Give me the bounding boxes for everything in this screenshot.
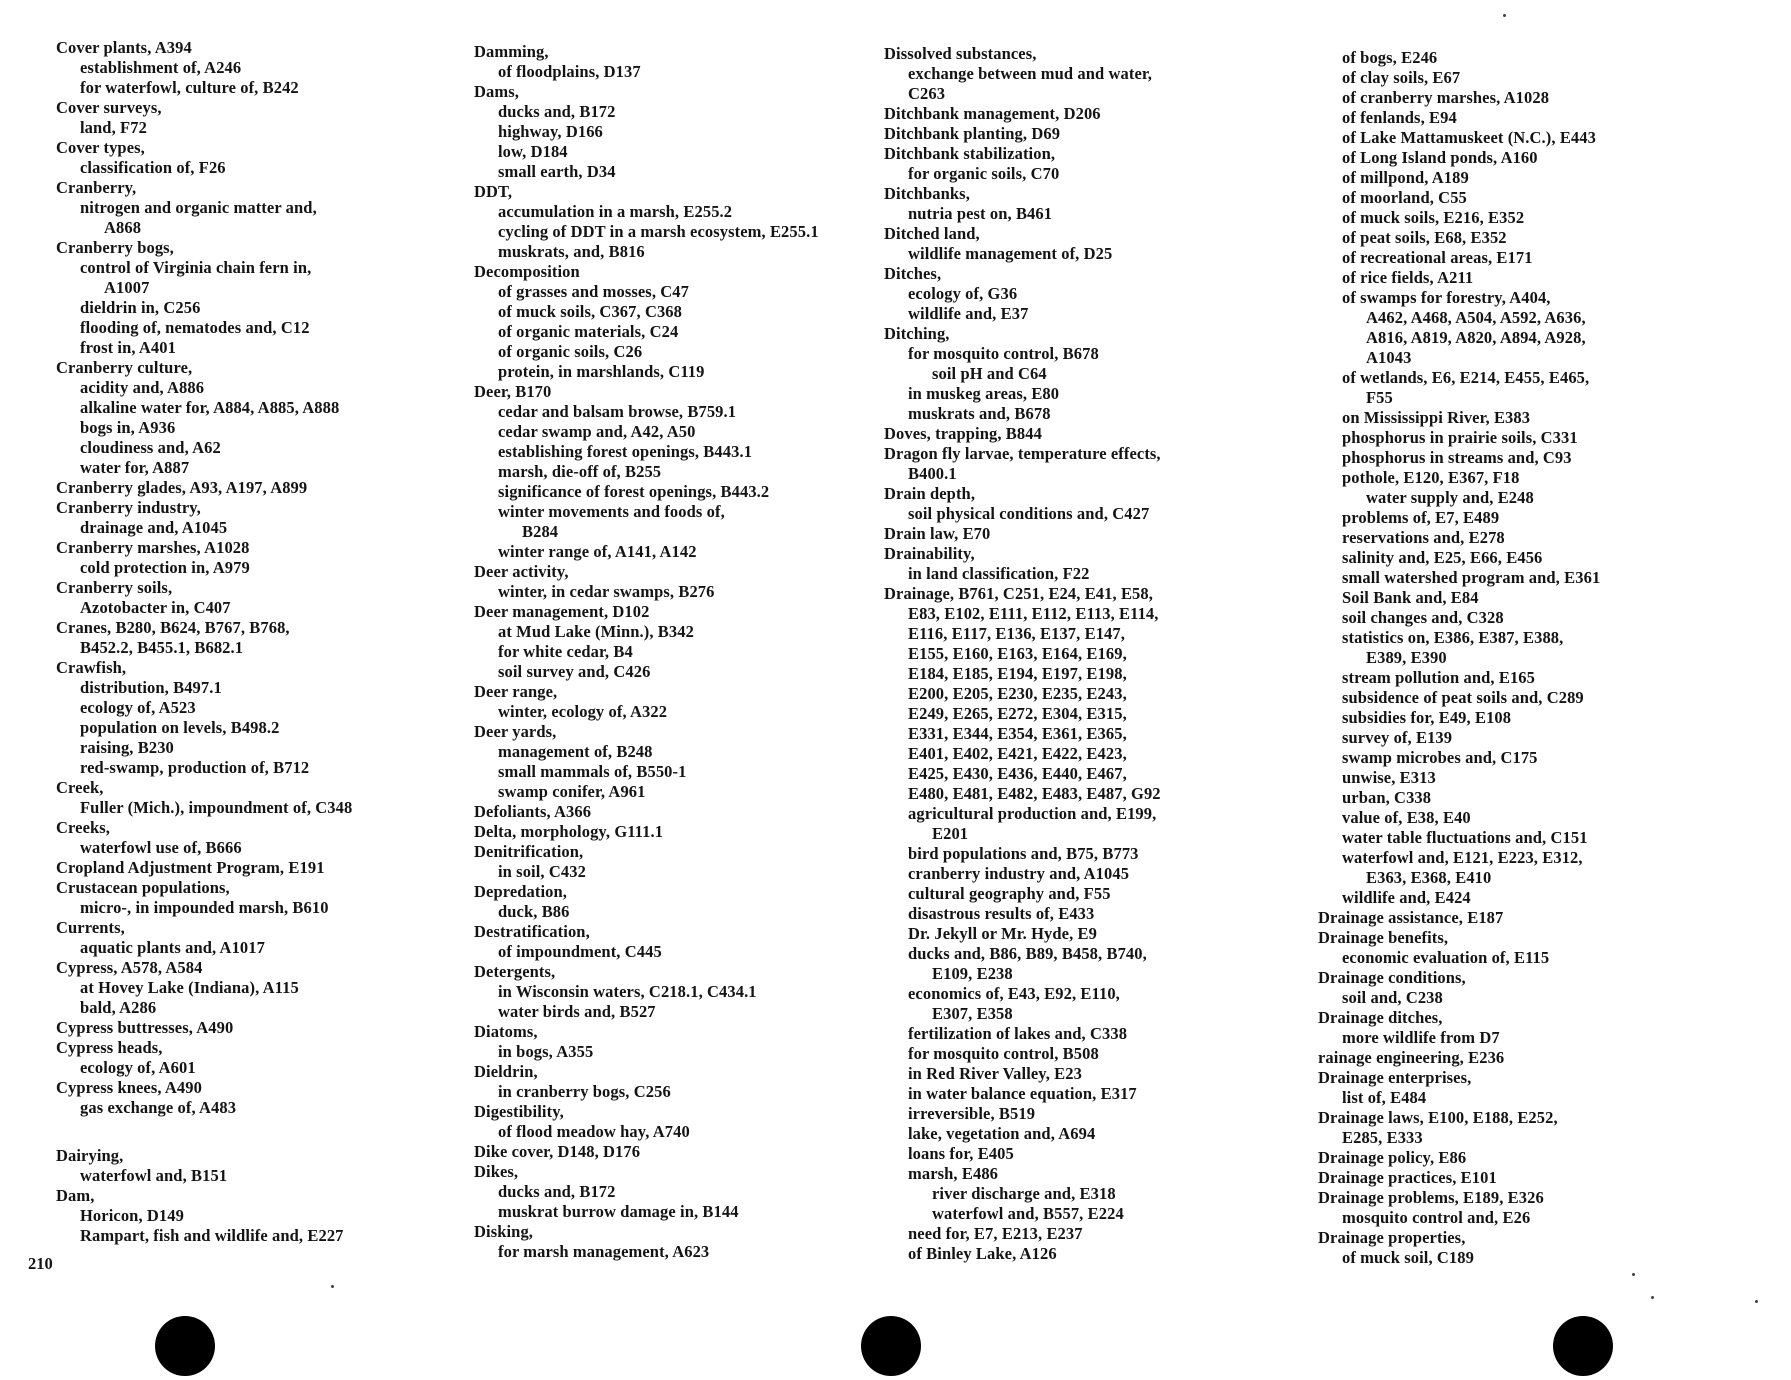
index-subentry: in land classification, F22 bbox=[908, 564, 1090, 583]
index-heading: Cranberry glades, A93, A197, A899 bbox=[56, 478, 308, 497]
index-subentry: E401, E402, E421, E422, E423, bbox=[908, 744, 1127, 763]
index-subentry: small watershed program and, E361 bbox=[1342, 568, 1601, 587]
index-heading: Drainability, bbox=[884, 544, 975, 563]
index-heading: Creek, bbox=[56, 778, 104, 797]
index-subentry: reservations and, E278 bbox=[1342, 528, 1505, 547]
index-subentry: need for, E7, E213, E237 bbox=[908, 1224, 1083, 1243]
index-subentry: of floodplains, D137 bbox=[498, 62, 641, 81]
index-subentry: winter, in cedar swamps, B276 bbox=[498, 582, 715, 601]
index-subentry: survey of, E139 bbox=[1342, 728, 1453, 747]
index-subentry: Rampart, fish and wildlife and, E227 bbox=[80, 1226, 344, 1245]
index-subentry: waterfowl use of, B666 bbox=[80, 838, 242, 857]
index-subentry: population on levels, B498.2 bbox=[80, 718, 280, 737]
index-subentry: soil survey and, C426 bbox=[498, 662, 651, 681]
index-subentry: ecology of, G36 bbox=[908, 284, 1018, 303]
index-subentry: of flood meadow hay, A740 bbox=[498, 1122, 690, 1141]
index-subentry: B284 bbox=[522, 522, 559, 541]
scan-speck bbox=[1632, 1273, 1635, 1276]
index-subentry: of muck soils, C367, C368 bbox=[498, 302, 683, 321]
index-subentry: for waterfowl, culture of, B242 bbox=[80, 78, 299, 97]
index-heading: Crawfish, bbox=[56, 658, 127, 677]
index-heading: Dragon fly larvae, temperature effects, bbox=[884, 444, 1161, 463]
index-subentry: problems of, E7, E489 bbox=[1342, 508, 1500, 527]
index-heading: Drain law, E70 bbox=[884, 524, 991, 543]
index-subentry: dieldrin in, C256 bbox=[80, 298, 201, 317]
index-subentry: alkaline water for, A884, A885, A888 bbox=[80, 398, 340, 417]
index-subentry: of muck soil, C189 bbox=[1342, 1248, 1474, 1267]
index-subentry: subsidies for, E49, E108 bbox=[1342, 708, 1512, 727]
index-subentry: nutria pest on, B461 bbox=[908, 204, 1053, 223]
index-heading: Cover plants, A394 bbox=[56, 38, 192, 57]
index-heading: Defoliants, A366 bbox=[474, 802, 592, 821]
index-heading: Deer yards, bbox=[474, 722, 557, 741]
index-subentry: acidity and, A886 bbox=[80, 378, 205, 397]
index-subentry: E200, E205, E230, E235, E243, bbox=[908, 684, 1127, 703]
index-subentry: of grasses and mosses, C47 bbox=[498, 282, 689, 301]
index-subentry: economic evaluation of, E115 bbox=[1342, 948, 1550, 967]
index-subentry: mosquito control and, E26 bbox=[1342, 1208, 1531, 1227]
index-subentry: A1043 bbox=[1366, 348, 1412, 367]
index-subentry: small mammals of, B550-1 bbox=[498, 762, 687, 781]
index-subentry: waterfowl and, E121, E223, E312, bbox=[1342, 848, 1583, 867]
index-subentry: swamp conifer, A961 bbox=[498, 782, 646, 801]
index-subentry: E285, E333 bbox=[1342, 1128, 1423, 1147]
index-subentry: raising, B230 bbox=[80, 738, 174, 757]
index-subentry: bald, A286 bbox=[80, 998, 157, 1017]
index-subentry: subsidence of peat soils and, C289 bbox=[1342, 688, 1584, 707]
index-heading: Creeks, bbox=[56, 818, 111, 837]
index-heading: DDT, bbox=[474, 182, 513, 201]
index-subentry: cloudiness and, A62 bbox=[80, 438, 221, 457]
index-heading: Deer, B170 bbox=[474, 382, 552, 401]
index-heading: Drainage ditches, bbox=[1318, 1008, 1443, 1027]
index-heading: Damming, bbox=[474, 42, 549, 61]
index-subentry: nitrogen and organic matter and, bbox=[80, 198, 317, 217]
index-subentry: more wildlife from D7 bbox=[1342, 1028, 1500, 1047]
index-subentry: of bogs, E246 bbox=[1342, 48, 1438, 67]
index-subentry: ducks and, B172 bbox=[498, 1182, 616, 1201]
index-heading: Disking, bbox=[474, 1222, 534, 1241]
index-subentry: of Binley Lake, A126 bbox=[908, 1244, 1057, 1263]
index-subentry: Horicon, D149 bbox=[80, 1206, 184, 1225]
scan-speck bbox=[1651, 1296, 1654, 1299]
index-subentry: frost in, A401 bbox=[80, 338, 176, 357]
index-heading: Dams, bbox=[474, 82, 519, 101]
index-subentry: in soil, C432 bbox=[498, 862, 586, 881]
index-heading: Drain depth, bbox=[884, 484, 976, 503]
index-subentry: B400.1 bbox=[908, 464, 957, 483]
index-subentry: E116, E117, E136, E137, E147, bbox=[908, 624, 1125, 643]
index-subentry: pothole, E120, E367, F18 bbox=[1342, 468, 1520, 487]
index-heading: rainage engineering, E236 bbox=[1318, 1048, 1505, 1067]
index-heading: Ditchbank stabilization, bbox=[884, 144, 1056, 163]
index-heading: Cranberry soils, bbox=[56, 578, 173, 597]
index-subentry: economics of, E43, E92, E110, bbox=[908, 984, 1120, 1003]
index-subentry: in Red River Valley, E23 bbox=[908, 1064, 1082, 1083]
index-subentry: in water balance equation, E317 bbox=[908, 1084, 1137, 1103]
index-subentry: wildlife and, E37 bbox=[908, 304, 1029, 323]
index-subentry: cedar and balsam browse, B759.1 bbox=[498, 402, 737, 421]
punch-hole bbox=[155, 1316, 215, 1376]
index-subentry: cold protection in, A979 bbox=[80, 558, 250, 577]
index-subentry: micro-, in impounded marsh, B610 bbox=[80, 898, 329, 917]
index-column-1 bbox=[56, 38, 456, 1246]
index-heading: Drainage practices, E101 bbox=[1318, 1168, 1497, 1187]
index-subentry: cedar swamp and, A42, A50 bbox=[498, 422, 696, 441]
index-subentry: phosphorus in streams and, C93 bbox=[1342, 448, 1572, 467]
index-subentry: salinity and, E25, E66, E456 bbox=[1342, 548, 1543, 567]
index-subentry: winter range of, A141, A142 bbox=[498, 542, 697, 561]
index-subentry: water supply and, E248 bbox=[1366, 488, 1534, 507]
index-subentry: E480, E481, E482, E483, E487, G92 bbox=[908, 784, 1161, 803]
index-subentry: E389, E390 bbox=[1366, 648, 1447, 667]
index-subentry: on Mississippi River, E383 bbox=[1342, 408, 1531, 427]
index-subentry: water table fluctuations and, C151 bbox=[1342, 828, 1588, 847]
index-heading: Depredation, bbox=[474, 882, 568, 901]
index-subentry: wildlife and, E424 bbox=[1342, 888, 1471, 907]
index-heading: Cypress knees, A490 bbox=[56, 1078, 202, 1097]
index-subentry: establishing forest openings, B443.1 bbox=[498, 442, 753, 461]
index-heading: Drainage properties, bbox=[1318, 1228, 1466, 1247]
index-subentry: Dr. Jekyll or Mr. Hyde, E9 bbox=[908, 924, 1097, 943]
index-heading: Detergents, bbox=[474, 962, 556, 981]
index-subentry: cultural geography and, F55 bbox=[908, 884, 1111, 903]
index-heading: Dam, bbox=[56, 1186, 95, 1205]
index-subentry: in bogs, A355 bbox=[498, 1042, 594, 1061]
index-subentry: flooding of, nematodes and, C12 bbox=[80, 318, 310, 337]
index-subentry: bogs in, A936 bbox=[80, 418, 176, 437]
index-subentry: waterfowl and, B557, E224 bbox=[932, 1204, 1124, 1223]
index-subentry: of peat soils, E68, E352 bbox=[1342, 228, 1507, 247]
index-subentry: Azotobacter in, C407 bbox=[80, 598, 231, 617]
index-column-2 bbox=[474, 42, 874, 1262]
index-heading: Ditched land, bbox=[884, 224, 980, 243]
index-subentry: E425, E430, E436, E440, E467, bbox=[908, 764, 1127, 783]
index-heading: Dikes, bbox=[474, 1162, 519, 1181]
index-subentry: E184, E185, E194, E197, E198, bbox=[908, 664, 1127, 683]
index-subentry: F55 bbox=[1366, 388, 1393, 407]
index-subentry: soil physical conditions and, C427 bbox=[908, 504, 1150, 523]
index-heading: Delta, morphology, G111.1 bbox=[474, 822, 664, 841]
index-subentry: drainage and, A1045 bbox=[80, 518, 228, 537]
index-subentry: exchange between mud and water, bbox=[908, 64, 1153, 83]
scan-speck bbox=[331, 1285, 334, 1288]
index-subentry: E109, E238 bbox=[932, 964, 1013, 983]
index-subentry: at Mud Lake (Minn.), B342 bbox=[498, 622, 694, 641]
index-subentry: of Lake Mattamuskeet (N.C.), E443 bbox=[1342, 128, 1596, 147]
index-subentry: of clay soils, E67 bbox=[1342, 68, 1461, 87]
index-subentry: distribution, B497.1 bbox=[80, 678, 222, 697]
index-subentry: water birds and, B527 bbox=[498, 1002, 656, 1021]
index-heading: Ditchbank management, D206 bbox=[884, 104, 1101, 123]
index-heading: Drainage policy, E86 bbox=[1318, 1148, 1467, 1167]
index-subentry: management of, B248 bbox=[498, 742, 653, 761]
index-subentry: in cranberry bogs, C256 bbox=[498, 1082, 671, 1101]
index-subentry: A462, A468, A504, A592, A636, bbox=[1366, 308, 1586, 327]
index-heading: Decomposition bbox=[474, 262, 580, 281]
index-heading: Cranberry, bbox=[56, 178, 137, 197]
index-subentry: control of Virginia chain fern in, bbox=[80, 258, 312, 277]
index-subentry: of fenlands, E94 bbox=[1342, 108, 1457, 127]
index-subentry: fertilization of lakes and, C338 bbox=[908, 1024, 1128, 1043]
index-subentry: phosphorus in prairie soils, C331 bbox=[1342, 428, 1578, 447]
index-subentry: protein, in marshlands, C119 bbox=[498, 362, 705, 381]
index-subentry: A868 bbox=[104, 218, 142, 237]
index-subentry: of organic soils, C26 bbox=[498, 342, 643, 361]
index-subentry: winter, ecology of, A322 bbox=[498, 702, 668, 721]
index-subentry: swamp microbes and, C175 bbox=[1342, 748, 1538, 767]
index-subentry: disastrous results of, E433 bbox=[908, 904, 1095, 923]
index-subentry: muskrats and, B678 bbox=[908, 404, 1051, 423]
index-subentry: land, F72 bbox=[80, 118, 147, 137]
index-subentry: A1007 bbox=[104, 278, 150, 297]
index-heading: Dairying, bbox=[56, 1146, 124, 1165]
index-subentry: of moorland, C55 bbox=[1342, 188, 1467, 207]
index-subentry: accumulation in a marsh, E255.2 bbox=[498, 202, 733, 221]
index-column-4 bbox=[1318, 48, 1758, 1268]
index-heading: Drainage laws, E100, E188, E252, bbox=[1318, 1108, 1558, 1127]
index-subentry: loans for, E405 bbox=[908, 1144, 1014, 1163]
index-subentry: in muskeg areas, E80 bbox=[908, 384, 1060, 403]
index-subentry: muskrats, and, B816 bbox=[498, 242, 645, 261]
index-subentry: of Long Island ponds, A160 bbox=[1342, 148, 1538, 167]
index-heading: Cranberry marshes, A1028 bbox=[56, 538, 250, 557]
index-subentry: aquatic plants and, A1017 bbox=[80, 938, 265, 957]
index-heading: Drainage, B761, C251, E24, E41, E58, bbox=[884, 584, 1153, 603]
page-number: 210 bbox=[28, 1254, 53, 1273]
index-subentry: urban, C338 bbox=[1342, 788, 1432, 807]
index-subentry: irreversible, B519 bbox=[908, 1104, 1036, 1123]
index-subentry: ecology of, A523 bbox=[80, 698, 196, 717]
scan-speck bbox=[1755, 1300, 1758, 1303]
index-subentry: water for, A887 bbox=[80, 458, 190, 477]
index-subentry: E331, E344, E354, E361, E365, bbox=[908, 724, 1127, 743]
index-heading: Doves, trapping, B844 bbox=[884, 424, 1042, 443]
index-heading: Cranes, B280, B624, B767, B768, bbox=[56, 618, 290, 637]
index-subentry: stream pollution and, E165 bbox=[1342, 668, 1535, 687]
index-heading: Dike cover, D148, D176 bbox=[474, 1142, 641, 1161]
index-subentry: ducks and, B172 bbox=[498, 102, 616, 121]
index-subentry: of rice fields, A211 bbox=[1342, 268, 1474, 287]
index-heading: Drainage assistance, E187 bbox=[1318, 908, 1504, 927]
index-subentry: significance of forest openings, B443.2 bbox=[498, 482, 770, 501]
index-subentry: bird populations and, B75, B773 bbox=[908, 844, 1139, 863]
index-subentry: low, D184 bbox=[498, 142, 568, 161]
index-subentry: ecology of, A601 bbox=[80, 1058, 196, 1077]
index-subentry: soil changes and, C328 bbox=[1342, 608, 1504, 627]
index-subentry: E155, E160, E163, E164, E169, bbox=[908, 644, 1127, 663]
index-heading: Cranberry culture, bbox=[56, 358, 193, 377]
index-subentry: for organic soils, C70 bbox=[908, 164, 1060, 183]
index-subentry: of impoundment, C445 bbox=[498, 942, 662, 961]
index-heading: Cypress heads, bbox=[56, 1038, 163, 1057]
index-heading: Ditching, bbox=[884, 324, 950, 343]
index-subentry: of wetlands, E6, E214, E455, E465, bbox=[1342, 368, 1590, 387]
index-subentry: E307, E358 bbox=[932, 1004, 1013, 1023]
index-subentry: wildlife management of, D25 bbox=[908, 244, 1113, 263]
punch-hole bbox=[1553, 1316, 1613, 1376]
index-subentry: highway, D166 bbox=[498, 122, 603, 141]
index-subentry: for white cedar, B4 bbox=[498, 642, 633, 661]
index-subentry: E363, E368, E410 bbox=[1366, 868, 1492, 887]
index-subentry: of swamps for forestry, A404, bbox=[1342, 288, 1551, 307]
index-subentry: classification of, F26 bbox=[80, 158, 226, 177]
index-heading: Diatoms, bbox=[474, 1022, 538, 1041]
index-subentry: soil and, C238 bbox=[1342, 988, 1443, 1007]
index-heading: Cover types, bbox=[56, 138, 145, 157]
index-subentry: B452.2, B455.1, B682.1 bbox=[80, 638, 244, 657]
index-subentry: winter movements and foods of, bbox=[498, 502, 725, 521]
index-subentry: cranberry industry and, A1045 bbox=[908, 864, 1130, 883]
index-subentry: E83, E102, E111, E112, E113, E114, bbox=[908, 604, 1159, 623]
index-subentry: of millpond, A189 bbox=[1342, 168, 1469, 187]
index-subentry: statistics on, E386, E387, E388, bbox=[1342, 628, 1564, 647]
index-subentry: of recreational areas, E171 bbox=[1342, 248, 1533, 267]
scan-speck bbox=[1503, 14, 1506, 17]
index-subentry: muskrat burrow damage in, B144 bbox=[498, 1202, 739, 1221]
index-subentry: marsh, die-off of, B255 bbox=[498, 462, 662, 481]
index-subentry: soil pH and C64 bbox=[932, 364, 1047, 383]
index-spacer bbox=[56, 1118, 456, 1146]
index-heading: Crustacean populations, bbox=[56, 878, 230, 897]
index-subentry: lake, vegetation and, A694 bbox=[908, 1124, 1096, 1143]
index-subentry: red-swamp, production of, B712 bbox=[80, 758, 310, 777]
index-subentry: agricultural production and, E199, bbox=[908, 804, 1157, 823]
index-heading: Cover surveys, bbox=[56, 98, 162, 117]
index-subentry: of cranberry marshes, A1028 bbox=[1342, 88, 1550, 107]
index-heading: Cypress buttresses, A490 bbox=[56, 1018, 234, 1037]
index-heading: Denitrification, bbox=[474, 842, 584, 861]
index-subentry: cycling of DDT in a marsh ecosystem, E255.1 bbox=[498, 222, 819, 241]
index-heading: Ditchbanks, bbox=[884, 184, 970, 203]
index-subentry: of muck soils, E216, E352 bbox=[1342, 208, 1525, 227]
index-heading: Cranberry industry, bbox=[56, 498, 201, 517]
punch-hole bbox=[861, 1316, 921, 1376]
index-subentry: E201 bbox=[932, 824, 969, 843]
index-subentry: establishment of, A246 bbox=[80, 58, 242, 77]
index-subentry: for mosquito control, B678 bbox=[908, 344, 1099, 363]
index-subentry: for mosquito control, B508 bbox=[908, 1044, 1099, 1063]
index-heading: Cypress, A578, A584 bbox=[56, 958, 203, 977]
index-subentry: ducks and, B86, B89, B458, B740, bbox=[908, 944, 1147, 963]
index-subentry: E249, E265, E272, E304, E315, bbox=[908, 704, 1127, 723]
index-subentry: C263 bbox=[908, 84, 946, 103]
index-heading: Destratification, bbox=[474, 922, 590, 941]
index-column-3 bbox=[884, 44, 1296, 1264]
index-subentry: for marsh management, A623 bbox=[498, 1242, 710, 1261]
index-subentry: Soil Bank and, E84 bbox=[1342, 588, 1479, 607]
index-heading: Ditches, bbox=[884, 264, 942, 283]
index-heading: Ditchbank planting, D69 bbox=[884, 124, 1061, 143]
index-heading: Deer management, D102 bbox=[474, 602, 650, 621]
index-subentry: in Wisconsin waters, C218.1, C434.1 bbox=[498, 982, 757, 1001]
index-subentry: of organic materials, C24 bbox=[498, 322, 679, 341]
index-heading: Currents, bbox=[56, 918, 125, 937]
index-subentry: Fuller (Mich.), impoundment of, C348 bbox=[80, 798, 353, 817]
index-heading: Dieldrin, bbox=[474, 1062, 538, 1081]
index-subentry: duck, B86 bbox=[498, 902, 570, 921]
index-heading: Digestibility, bbox=[474, 1102, 564, 1121]
index-heading: Drainage benefits, bbox=[1318, 928, 1449, 947]
index-subentry: unwise, E313 bbox=[1342, 768, 1436, 787]
index-heading: Cranberry bogs, bbox=[56, 238, 174, 257]
index-heading: Drainage conditions, bbox=[1318, 968, 1466, 987]
index-subentry: marsh, E486 bbox=[908, 1164, 999, 1183]
index-subentry: list of, E484 bbox=[1342, 1088, 1427, 1107]
index-subentry: at Hovey Lake (Indiana), A115 bbox=[80, 978, 299, 997]
index-heading: Cropland Adjustment Program, E191 bbox=[56, 858, 325, 877]
index-subentry: waterfowl and, B151 bbox=[80, 1166, 228, 1185]
index-heading: Deer range, bbox=[474, 682, 558, 701]
index-heading: Drainage enterprises, bbox=[1318, 1068, 1472, 1087]
index-heading: Dissolved substances, bbox=[884, 44, 1037, 63]
index-subentry: value of, E38, E40 bbox=[1342, 808, 1471, 827]
index-heading: Drainage problems, E189, E326 bbox=[1318, 1188, 1544, 1207]
index-subentry: river discharge and, E318 bbox=[932, 1184, 1116, 1203]
index-heading: Deer activity, bbox=[474, 562, 569, 581]
index-subentry: small earth, D34 bbox=[498, 162, 616, 181]
index-subentry: gas exchange of, A483 bbox=[80, 1098, 237, 1117]
index-subentry: A816, A819, A820, A894, A928, bbox=[1366, 328, 1586, 347]
